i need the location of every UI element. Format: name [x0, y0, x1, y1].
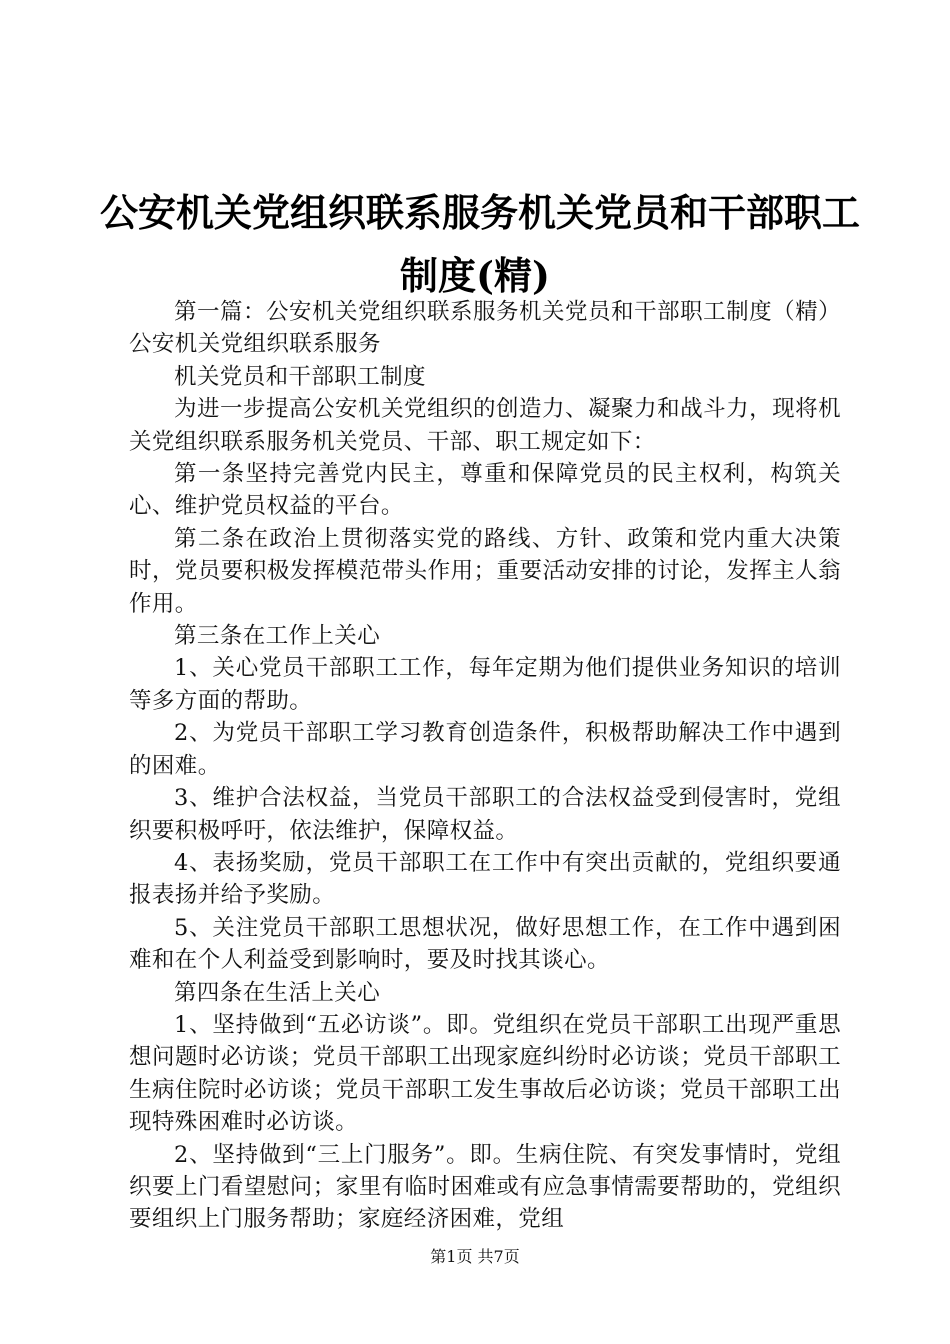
paragraph: 第二条在政治上贯彻落实党的路线、方针、政策和党内重大决策时，党员要积极发挥模范带头作用；重要活动安排的讨论，发挥主人翁作用。: [129, 525, 841, 617]
document-title-line-1: 公安机关党组织联系服务机关党员和干部职工: [100, 190, 861, 235]
paragraph: 4、表扬奖励，党员干部职工在工作中有突出贡献的，党组织要通报表扬并给予奖励。: [129, 849, 841, 909]
document-body: [129, 296, 841, 1236]
paragraph: 1、坚持做到“五必访谈”。即。党组织在党员干部职工出现严重思想问题时必访谈；党员干部职工出现家庭纠纷时必访谈；党员干部职工生病住院时必访谈；党员干部职工发生事故后必访谈；党员干部职工出现特殊困难时必访谈。: [129, 1011, 841, 1136]
page-number-footer: 第1页 共7页: [430, 1247, 520, 1266]
paragraph: 机关党员和干部职工制度: [174, 363, 426, 390]
section-heading: 第四条在生活上关心: [174, 979, 381, 1006]
paragraph: 2、坚持做到“三上门服务”。即。生病住院、有突发事情时，党组织要上门看望慰问；家里有临时困难或有应急事情需要帮助的，党组织要组织上门服务帮助；家庭经济困难，党组: [129, 1141, 841, 1233]
paragraph: 3、维护合法权益，当党员干部职工的合法权益受到侵害时，党组织要积极呼吁，依法维护，保障权益。: [129, 785, 841, 844]
paragraph: 2、为党员干部职工学习教育创造条件，积极帮助解决工作中遇到的困难。: [129, 720, 841, 779]
paragraph: 第一条坚持完善党内民主，尊重和保障党员的民主权利，构筑关心、维护党员权益的平台。: [129, 461, 841, 520]
document-title-line-2: 制度(精): [400, 253, 550, 298]
paragraph: 为进一步提高公安机关党组织的创造力、凝聚力和战斗力，现将机关党组织联系服务机关党员、干部、职工规定如下：: [129, 396, 841, 455]
paragraph: 5、关注党员干部职工思想状况，做好思想工作，在工作中遇到困难和在个人利益受到影响时，要及时找其谈心。: [129, 914, 841, 974]
paragraph: 第一篇：公安机关党组织联系服务机关党员和干部职工制度（精）公安机关党组织联系服务: [129, 299, 841, 358]
section-heading: 第三条在工作上关心: [174, 623, 381, 650]
paragraph: 1、关心党员干部职工工作，每年定期为他们提供业务知识的培训等多方面的帮助。: [129, 655, 841, 714]
